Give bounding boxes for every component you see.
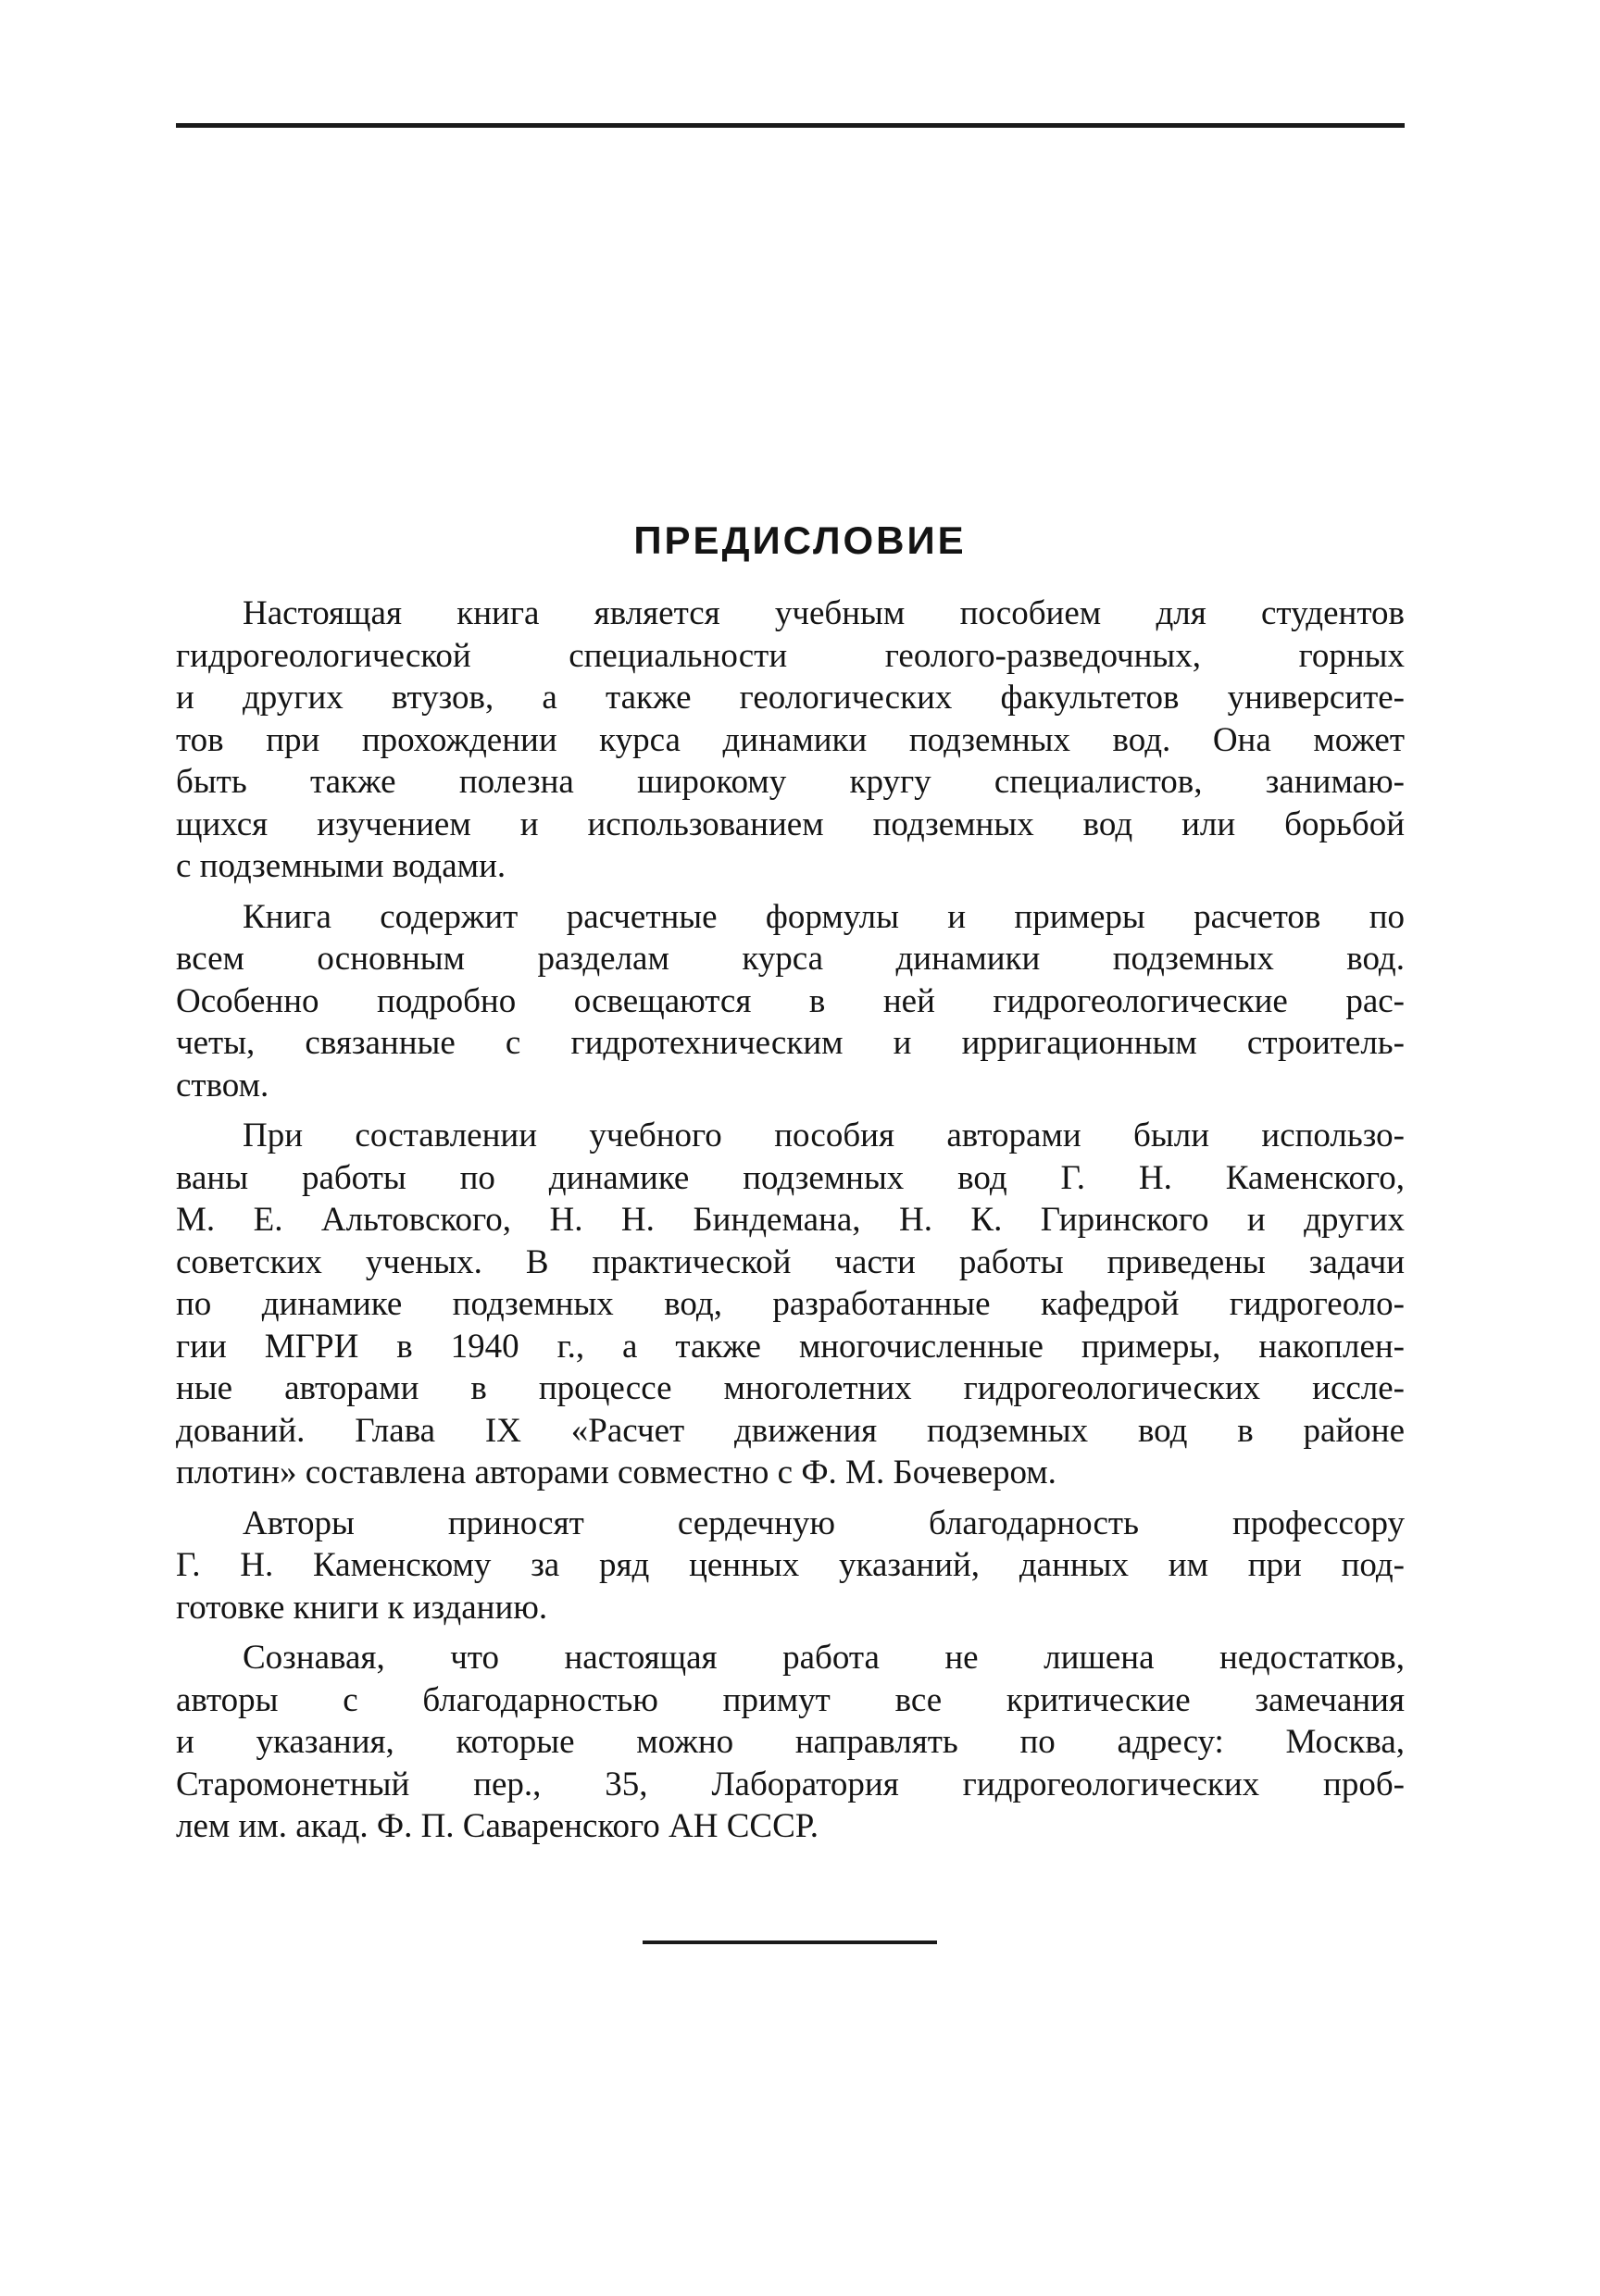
text-line: быть также полезна широкому кругу специалистов, занимаю- xyxy=(176,763,1405,801)
text-line: с подземными водами. xyxy=(176,847,506,885)
text-line: Старомонетный пер., 35, Лаборатория гидрогеологических проб- xyxy=(176,1765,1405,1803)
text-line: При составлении учебного пособия авторами были использо- xyxy=(243,1117,1405,1154)
text-line: ные авторами в процессе многолетних гидрогеологических иссле- xyxy=(176,1369,1405,1407)
paragraph-2 xyxy=(176,896,1405,1107)
text-line: тов при прохождении курса динамики подземных вод. Она может xyxy=(176,720,1405,759)
page-title: ПРЕДИСЛОВИЕ xyxy=(633,518,967,562)
paragraph-4 xyxy=(176,1503,1405,1629)
text-line: лем им. акад. Ф. П. Саваренского АН СССР. xyxy=(176,1807,819,1845)
paragraph-1 xyxy=(176,593,1405,888)
paragraph-3 xyxy=(176,1115,1405,1494)
text-line: Настоящая книга является учебным пособием для студентов xyxy=(243,594,1405,632)
text-line: ваны работы по динамике подземных вод Г. Н. Каменского, xyxy=(176,1158,1405,1197)
text-line: всем основным разделам курса динамики подземных вод. xyxy=(176,940,1405,978)
text-line: Г. Н. Каменскому за ряд ценных указаний, данных им при под- xyxy=(176,1546,1405,1584)
text-line: и других втузов, а также геологических факультетов университе- xyxy=(176,679,1405,717)
text-line: Сознавая, что настоящая работа не лишена недостатков, xyxy=(243,1639,1405,1677)
text-line: дований. Глава IX «Расчет движения подземных вод в районе xyxy=(176,1411,1405,1450)
text-line: авторы с благодарностью примут все критические замечания xyxy=(176,1680,1405,1719)
text-line: по динамике подземных вод, разработанные кафедрой гидрогеоло- xyxy=(176,1285,1405,1323)
text-line: и указания, которые можно направлять по адресу: Москва, xyxy=(176,1723,1405,1761)
text-line: М. Е. Альтовского, Н. Н. Биндемана, Н. К. Гиринского и других xyxy=(176,1201,1405,1239)
text-line: готовке книги к изданию. xyxy=(176,1588,548,1627)
top-rule xyxy=(176,123,1405,128)
text-line: четы, связанные с гидротехническим и ирригационным строитель- xyxy=(176,1024,1405,1062)
text-line: ством. xyxy=(176,1066,269,1104)
text-line: плотин» составлена авторами совместно с Ф. М. Бочевером. xyxy=(176,1454,1056,1491)
text-line: Книга содержит расчетные формулы и примеры расчетов по xyxy=(243,897,1405,936)
paragraph-5 xyxy=(176,1637,1405,1848)
text-line: гидрогеологической специальности геолого-разведочных, горных xyxy=(176,636,1405,675)
text-line: Авторы приносят сердечную благодарность профессору xyxy=(243,1504,1405,1542)
text-line: щихся изучением и использованием подземных вод или борьбой xyxy=(176,805,1405,843)
bottom-rule xyxy=(643,1940,937,1944)
preface-body xyxy=(176,593,1405,1848)
text-line: гии МГРИ в 1940 г., а также многочисленные примеры, накоплен- xyxy=(176,1327,1405,1366)
text-line: советских ученых. В практической части работы приведены задачи xyxy=(176,1242,1405,1281)
text-line: Особенно подробно освещаются в ней гидрогеологические рас- xyxy=(176,981,1405,1020)
